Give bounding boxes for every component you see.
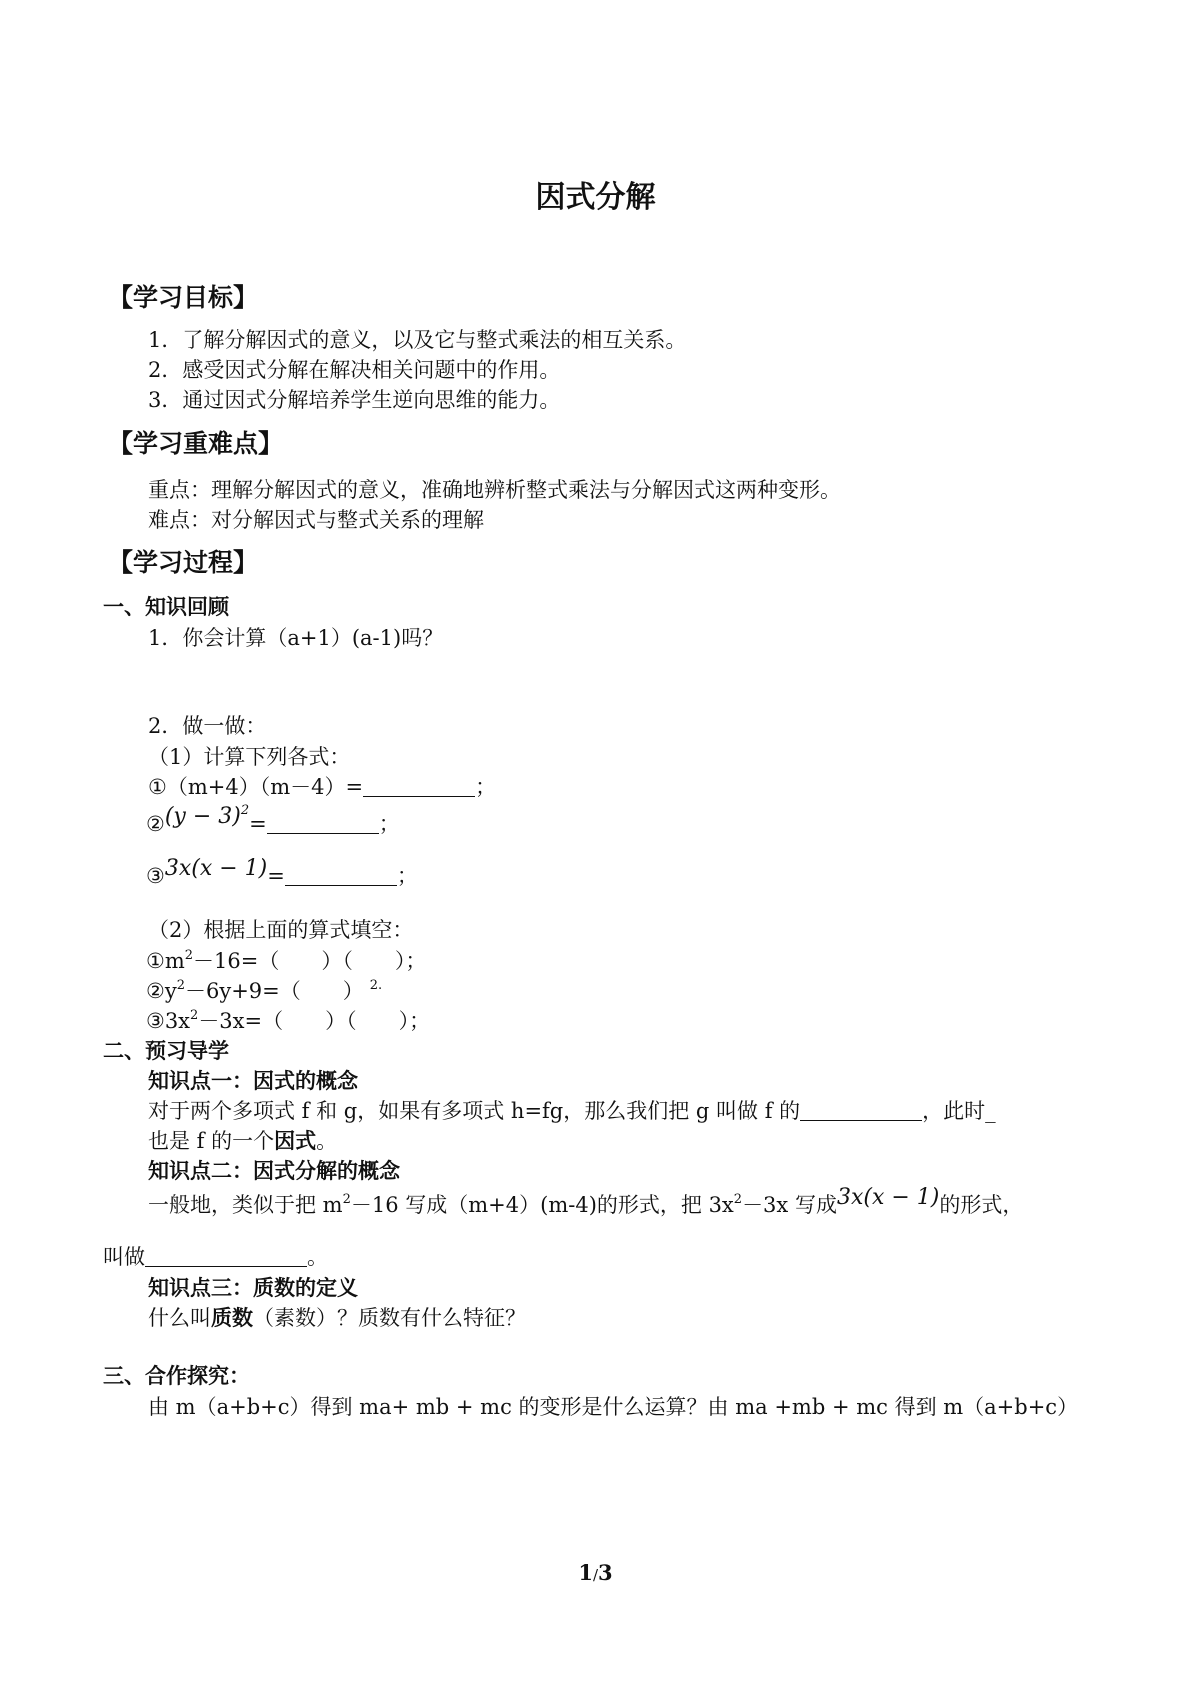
calc-1-suffix: ； [475,775,497,799]
calc-2-base: (y − 3) [164,804,241,829]
fill-2-exponent: 2 [176,978,185,993]
kp3-line [148,1304,526,1332]
calc-3-marker: ③ [146,864,165,888]
review-question-2: 2．做一做： [148,714,267,738]
calc-part-1: （1）计算下列各式： [148,745,351,769]
review-question-1: 1．你会计算（a+1）(a-1)吗？ [148,626,444,650]
calc-3-blank[interactable] [285,863,397,886]
difficulty-text: 难点：对分解因式与整式关系的理解 [148,508,484,532]
kp2-text-a: 一般地，类似于把 m [148,1193,343,1217]
kp1-line-1-text: 对于两个多项式 f 和 g，如果有多项式 h=fg，那么我们把 g 叫做 f 的 [148,1099,801,1123]
fill-3-exponent: 2 [190,1008,199,1023]
calc-1-expression: ①（m+4）（m－4）= [148,775,364,799]
kp1-blank[interactable] [800,1098,922,1121]
objective-2: 2．感受因式分解在解决相关问题中的作用。 [148,358,561,382]
calc-item-2 [146,803,400,839]
fill-item-1 [146,947,426,975]
page-number [0,1560,1191,1585]
calc-3-math: 3x(x − 1) [164,856,268,881]
fill-2-tail: 2. [369,978,383,993]
calc-1-blank[interactable] [363,774,475,797]
kp1-line-1-cont: ，此时 [922,1099,986,1123]
fill-3-base: ③3x [146,1009,191,1033]
kp3-bold-term: 质数 [211,1306,253,1330]
fill-1-exponent: 2 [184,948,194,963]
kp2-exponent-1: 2 [342,1192,351,1207]
fill-item-3 [146,1007,430,1035]
calc-3-suffix: ； [396,864,418,888]
fill-3-rest: －3x=（ ）（ ）； [198,1009,431,1033]
kp1-line-2 [148,1127,337,1155]
calc-item-1 [148,773,496,801]
kp1-bold-term: 因式 [274,1129,317,1153]
page-current: 1 [578,1560,593,1585]
explore-heading: 三、合作探究： [103,1364,250,1388]
calc-2-blank[interactable] [267,811,379,834]
calc-2-equals: = [249,812,267,836]
kp3-text-c: （素数）？质数有什么特征？ [253,1306,526,1330]
fill-item-2 [146,977,382,1005]
calc-2-marker: ② [146,812,165,836]
fill-1-base: ①m [146,949,185,973]
key-points-heading: 【学习重难点】 [108,429,284,458]
kp3-text-a: 什么叫 [148,1306,211,1330]
kp2-line-2-text: 叫做 [103,1245,145,1269]
objectives-heading: 【学习目标】 [108,283,259,312]
kp2-blank[interactable] [145,1244,307,1267]
fill-2-base: ②y [146,979,177,1003]
calc-item-3 [146,856,418,891]
objective-1: 1．了解分解因式的意义，以及它与整式乘法的相互关系。 [148,328,687,352]
focus-text: 重点：理解分解因式的意义，准确地辨析整式乘法与分解因式这两种变形。 [148,478,841,502]
calc-2-math [165,804,249,829]
fill-1-rest: －16=（ ）（ ）； [193,949,427,973]
review-heading: 一、知识回顾 [103,595,229,619]
kp2-exponent-2: 2 [733,1192,743,1207]
calc-3-equals: = [267,864,285,888]
page-total: 3 [598,1560,613,1585]
objective-3: 3．通过因式分解培养学生逆向思维的能力。 [148,388,561,412]
kp2-line-1 [148,1185,1024,1220]
calc-2-exponent: 2 [240,803,250,818]
page-separator: / [592,1566,599,1584]
kp1-line-1 [148,1097,996,1125]
preview-heading: 二、预习导学 [103,1039,229,1063]
explore-line-1: 由 m（a+b+c）得到 ma+ mb + mc 的变形是什么运算？由 ma +mb + mc 得到 m（a+b+c） [148,1395,1079,1419]
kp1-line-2-text: 也是 f 的一个 [148,1129,275,1153]
kp1-line-1-end: _ [985,1099,996,1123]
kp2-line-2 [103,1243,328,1271]
kp3-title: 知识点三：质数的定义 [148,1276,358,1300]
calc-2-suffix: ； [378,812,400,836]
process-heading: 【学习过程】 [108,548,259,577]
kp1-title: 知识点一：因式的概念 [148,1069,358,1093]
kp2-title: 知识点二：因式分解的概念 [148,1159,400,1183]
kp1-line-2-end: 。 [316,1129,338,1153]
kp2-text-d: 的形式， [939,1193,1024,1217]
kp2-text-b: －16 写成（m+4）(m-4)的形式，把 3x [350,1193,734,1217]
kp2-math: 3x(x − 1) [836,1185,940,1210]
fill-part-2: （2）根据上面的算式填空： [148,918,414,942]
kp2-text-c: －3x 写成 [742,1193,837,1217]
page-title: 因式分解 [535,180,656,215]
kp2-line-2-end: 。 [307,1245,328,1269]
fill-2-rest: －6y+9=（ ） [184,979,364,1003]
